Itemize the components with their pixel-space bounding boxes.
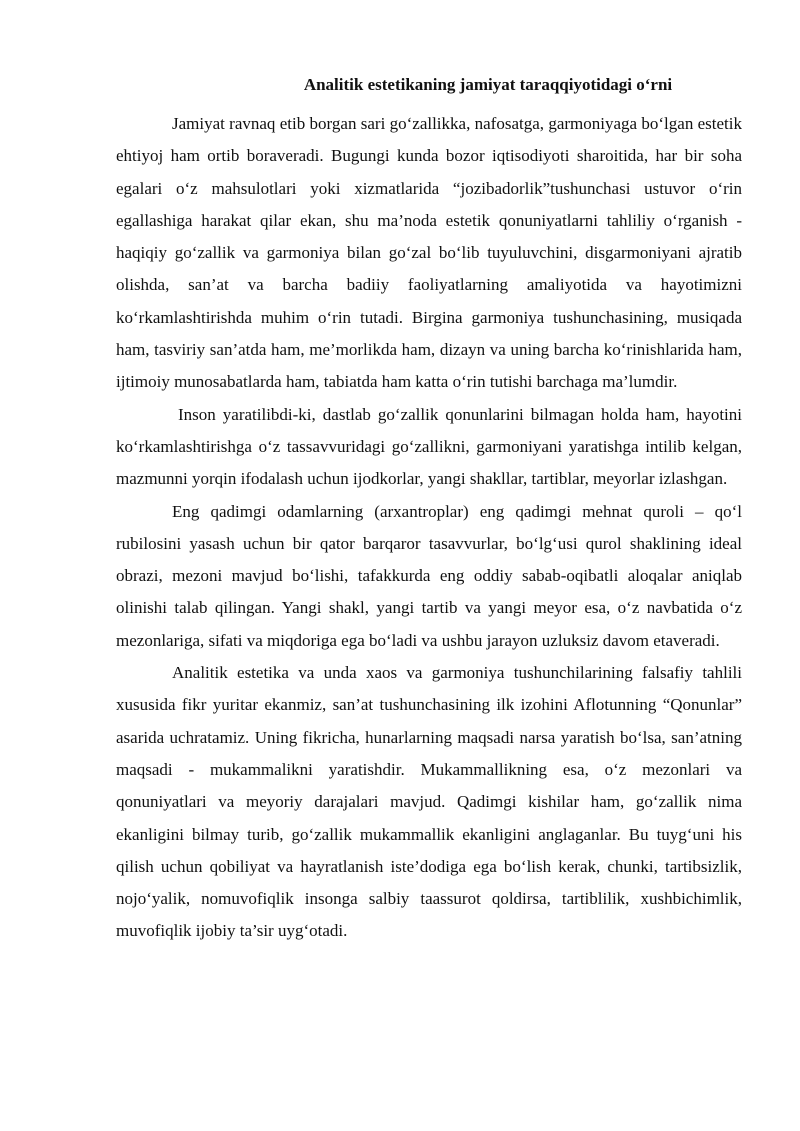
document-title: Analitik estetikaning jamiyat taraqqiyotidagi o‘rni (303, 75, 673, 94)
paragraph: Analitik estetika va unda xaos va garmoniya tushunchilarining falsafiy tahlili xususida fikr yuritar ekanmiz, san’at tushunchasining ilk izohini Aflotunning “Qonunlar” asarida uchratamiz. Uning fikricha, hunarlarning maqsadi narsa yaratish bo‘lsa, san’atning maqsadi - mukammalikni yaratishdir. Mukammallikning esa, o‘z mezonlari va qonuniyatlari va meyoriy darajalari mavjud. Qadimgi kishilar ham, go‘zallik nima ekanligini bilmay turib, go‘zallik mukammallik ekanligini anglaganlar. Bu tuyg‘uni his qilish uchun qobiliyat va hayratlanish iste’dodiga ega bo‘lish kerak, chunki, tartibsizlik, nojo‘yalik, nomuvofiqlik insonga salbiy taassurot qoldirsa, tartiblilik, xushbichimlik, muvofiqlik ijobiy ta’sir uyg‘otadi. (116, 663, 742, 941)
paragraph: Jamiyat ravnaq etib borgan sari go‘zallikka, nafosatga, garmoniyaga bo‘lgan estetik ehtiyoj ham ortib boraveradi. Bugungi kunda bozor iqtisodiyoti sharoitida, har bir soha egalari o‘z mahsulotlari yoki xizmatlarida “jozibadorlik”tushunchasi ustuvor o‘rin egallashiga harakat qilar ekan, shu ma’noda estetik qonuniyatlarni tahliliy o‘rganish - haqiqiy go‘zallik va garmoniya bilan go‘zal bo‘lib tuyuluvchini, disgarmoniyani ajratib olishda, san’at va barcha badiiy faoliyatlarning amaliyotida va hayotimizni ko‘rkamlashtirishda muhim o‘rin tutadi. Birgina garmoniya tushunchasining, musiqada ham, tasviriy san’atda ham, me’morlikda ham, dizayn va uning barcha ko‘rinishlarida ham, ijtimoiy munosabatlarda ham, tabiatda ham katta o‘rin tutishi barchaga ma’lumdir. (116, 114, 742, 392)
paragraph: Inson yaratilibdi-ki, dastlab go‘zallik qonunlarini bilmagan holda ham, hayotini ko‘rkamlashtirishga o‘z tassavvuridagi go‘zallikni, garmoniyani yaratishga intilib kelgan, mazmunni yorqin ifodalash uchun ijodkorlar, yangi shakllar, tartiblar, meyorlar izlashgan. (116, 404, 742, 489)
document-page (116, 70, 742, 948)
paragraph: Eng qadimgi odamlarning (arxantroplar) eng qadimgi mehnat quroli – qo‘l rubilosini yasash uchun bir qator barqaror tasavvurlar, bo‘lg‘usi qurol shaklining ideal obrazi, mezoni mavjud bo‘lishi, tafakkurda eng oddiy sabab-oqibatli aloqalar aniqlab olinishi talab qilingan. Yangi shakl, yangi tartib va yangi meyor esa, o‘z navbatida o‘z mezonlariga, sifati va miqdoriga ega bo‘ladi va ushbu jarayon uzluksiz davom etaveradi. (116, 501, 742, 650)
